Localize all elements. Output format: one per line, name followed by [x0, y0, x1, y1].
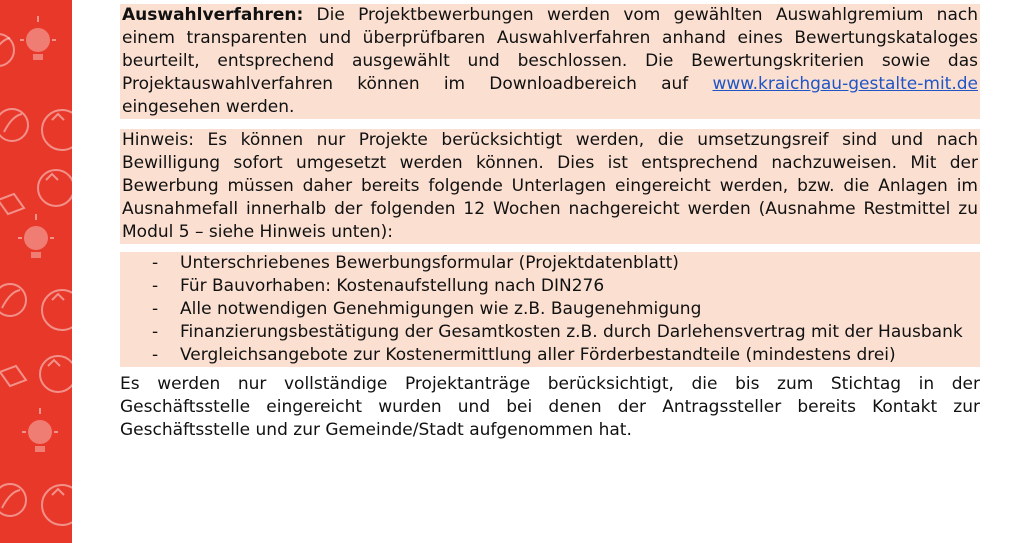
list-item-text: Unterschriebenes Bewerbungsformular (Projektdatenblatt)	[180, 253, 679, 273]
lightbulb-icon	[18, 214, 54, 258]
list-item	[120, 275, 980, 298]
list-marker: -	[152, 299, 159, 319]
list-item	[120, 321, 980, 344]
list-item-text: Vergleichsangebote zur Kostenermittlung aller Förderbestandteile (mindestens drei)	[180, 345, 896, 365]
recycle-hand-icon	[42, 110, 72, 150]
selection-procedure-text-end: eingesehen werden.	[122, 97, 295, 117]
recycle-hand-icon	[40, 356, 72, 392]
list-item	[120, 298, 980, 321]
list-marker: -	[152, 345, 159, 365]
selection-procedure-paragraph	[120, 4, 980, 119]
solar-panel-icon	[0, 194, 24, 214]
list-item-text: Finanzierungsbestätigung der Gesamtkosten z.B. durch Darlehensvertrag mit der Hausbank	[180, 322, 963, 342]
list-item-text: Für Bauvorhaben: Kostenaufstellung nach DIN276	[180, 276, 605, 296]
sidebar-pattern	[0, 0, 72, 543]
completeness-paragraph: Es werden nur vollständige Projektanträge berücksichtigt, die bis zum Stichtag in der Geschäftsstelle eingereicht wurden und bei denen der Antragssteller bereits Kontakt zur Geschäftsstelle und zur Gemeinde/Stadt aufgenommen hat.	[120, 374, 980, 440]
recycle-hand-icon	[42, 290, 72, 330]
document-content	[120, 4, 980, 442]
list-item-text: Alle notwendigen Genehmigungen wie z.B. Baugenehmigung	[180, 299, 702, 319]
selection-procedure-label: Auswahlverfahren:	[122, 5, 304, 25]
list-marker: -	[152, 322, 159, 342]
leaf-icon	[0, 284, 26, 316]
decorative-sidebar	[0, 0, 72, 543]
lightbulb-icon	[20, 16, 56, 60]
leaf-icon	[0, 484, 26, 516]
solar-panel-icon	[0, 366, 26, 386]
notice-paragraph: Hinweis: Es können nur Projekte berücksichtigt werden, die umsetzungsreif sind und nach Bewilligung sofort umgesetzt werden können. Dies ist entsprechend nachzuweisen. Mit der Bewerbung müssen daher bereits folgende Unterlagen eingereicht werden, bzw. die Anlagen im Ausnahmefall innerhalb der folgenden 12 Wochen nachgereicht werden (Ausnahme Restmittel zu Modul 5 – siehe Hinweis unten):	[122, 130, 978, 242]
lightbulb-icon	[22, 408, 58, 452]
documents-list	[120, 252, 980, 367]
leaf-icon	[0, 109, 28, 141]
selection-procedure-text: Die Projektbewerbungen werden vom gewählten Auswahlgremium nach einem transparenten und überprüfbaren Auswahlverfahren anhand eines Bewertungskataloges beurteilt, entsprechend ausgewählt und beschlossen. Die Bewertungskriterien sowie das Projektauswahlverfahren können im Downloadbereich auf	[122, 5, 978, 94]
list-item	[120, 344, 980, 367]
website-link[interactable]: www.kraichgau-gestalte-mit.de	[712, 74, 978, 94]
list-marker: -	[152, 253, 159, 273]
leaf-icon	[0, 34, 14, 66]
list-marker: -	[152, 276, 159, 296]
recycle-hand-icon	[38, 170, 72, 206]
recycle-hand-icon	[42, 485, 72, 525]
list-item	[120, 252, 980, 275]
